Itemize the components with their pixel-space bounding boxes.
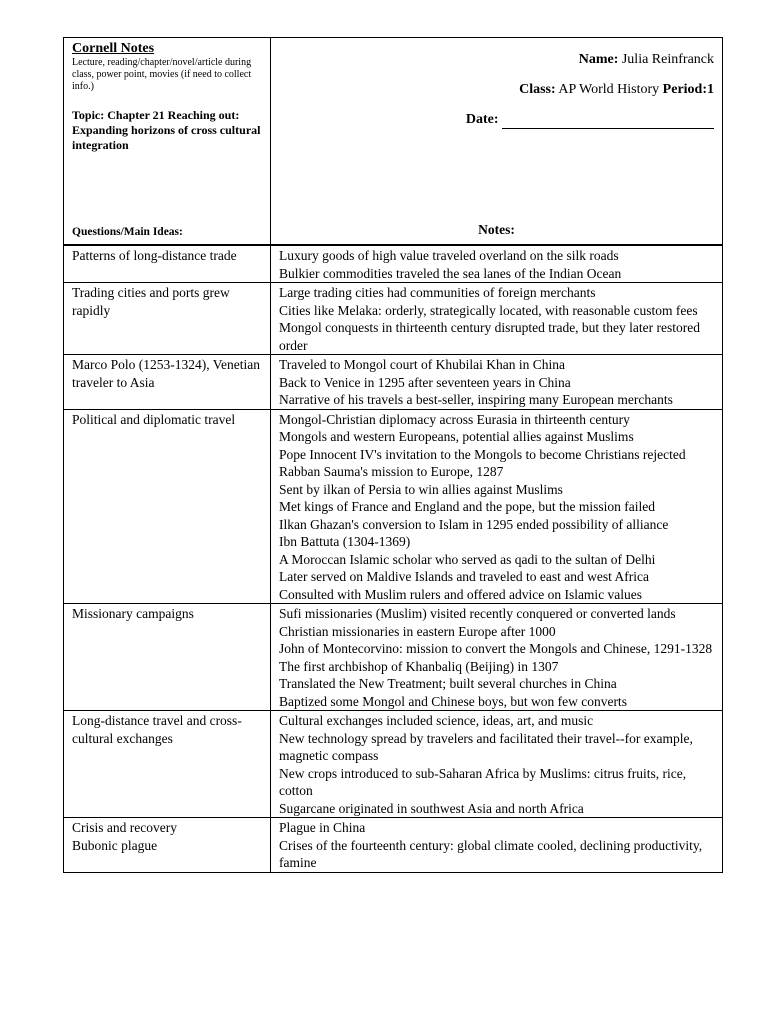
date-line xyxy=(466,111,714,129)
notes-cell xyxy=(271,355,723,410)
class-line xyxy=(519,81,714,99)
question-text: Crisis and recovery xyxy=(72,820,177,835)
note-row xyxy=(64,283,723,355)
note-text: Translated the New Treatment; built several churches in China xyxy=(279,676,617,691)
notes-cell xyxy=(271,818,723,873)
note-text: New technology spread by travelers and facilitated their travel--for example, magnetic compass xyxy=(279,730,693,763)
question-text: Long-distance travel and cross-cultural exchanges xyxy=(72,713,242,746)
name-label: Name: xyxy=(578,52,619,67)
note-text: Sufi missionaries (Muslim) visited recently conquered or converted lands xyxy=(279,606,676,621)
note-text: Ibn Battuta (1304-1369) xyxy=(279,534,411,549)
period-value: 1 xyxy=(707,82,714,97)
date-blank xyxy=(502,114,714,129)
note-text: Rabban Sauma's mission to Europe, 1287 xyxy=(279,464,504,479)
note-text: Back to Venice in 1295 after seventeen years in China xyxy=(279,374,571,390)
question-text: Missionary campaigns xyxy=(72,606,194,621)
period-label: Period: xyxy=(662,82,707,97)
question-text: Trading cities and ports grew rapidly xyxy=(72,285,230,318)
class-value: AP World History xyxy=(558,82,660,97)
note-text: Cities like Melaka: orderly, strategically located, with reasonable custom fees xyxy=(279,302,698,318)
note-row xyxy=(64,711,723,818)
note-text: Mongols and western Europeans, potential allies against Muslims xyxy=(279,429,634,444)
note-text: Luxury goods of high value traveled overland on the silk roads xyxy=(279,248,619,263)
cornell-notes-table xyxy=(63,37,723,873)
note-row xyxy=(64,355,723,410)
class-label: Class: xyxy=(519,82,556,97)
header-left-cell xyxy=(64,38,271,246)
name-value: Julia Reinfranck xyxy=(621,52,714,67)
note-text: Narrative of his travels a best-seller, inspiring many European merchants xyxy=(279,392,673,407)
question-text: Marco Polo (1253-1324), Venetian traveler to Asia xyxy=(72,357,260,390)
question-cell xyxy=(64,355,271,410)
note-text: The first archbishop of Khanbaliq (Beijing) in 1307 xyxy=(279,658,559,674)
note-text: Mongol conquests in thirteenth century disrupted trade, but they later restored order xyxy=(279,320,701,353)
note-text: John of Montecorvino: mission to convert the Mongols and Chinese, 1291-1328 xyxy=(279,641,713,656)
questions-heading: Questions/Main Ideas: xyxy=(72,225,183,238)
note-text: Christian missionaries in eastern Europe after 1000 xyxy=(279,623,556,639)
topic: Topic: Chapter 21 Reaching out: Expanding horizons of cross cultural integration xyxy=(72,108,261,152)
note-text: A Moroccan Islamic scholar who served as qadi to the sultan of Delhi xyxy=(279,551,656,567)
note-text: Mongol-Christian diplomacy across Eurasia in thirteenth century xyxy=(279,411,630,427)
notes-cell xyxy=(271,409,723,604)
note-text: New crops introduced to sub-Saharan Africa by Muslims: citrus fruits, rice, cotton xyxy=(279,765,687,798)
notes-heading: Notes: xyxy=(478,221,515,237)
note-text: Traveled to Mongol court of Khubilai Khan in China xyxy=(279,357,565,372)
note-text: Large trading cities had communities of foreign merchants xyxy=(279,285,596,300)
name-line xyxy=(579,51,714,69)
question-cell xyxy=(64,711,271,818)
notes-cell xyxy=(271,711,723,818)
notes-cell xyxy=(271,604,723,711)
note-text: Pope Innocent IV's invitation to the Mongols to become Christians rejected xyxy=(279,446,686,462)
note-text: Later served on Maldive Islands and traveled to east and west Africa xyxy=(279,569,649,584)
question-cell xyxy=(64,818,271,873)
note-text: Bulkier commodities traveled the sea lanes of the Indian Ocean xyxy=(279,265,622,281)
note-row xyxy=(64,245,723,283)
notes-cell xyxy=(271,245,723,283)
note-text: Crises of the fourteenth century: global climate cooled, declining productivity, famine xyxy=(279,837,703,870)
cornell-notes-page xyxy=(63,37,722,873)
note-row xyxy=(64,409,723,604)
question-cell xyxy=(64,409,271,604)
document-title: Cornell Notes xyxy=(72,41,155,56)
header-right-cell xyxy=(271,38,723,246)
date-label: Date: xyxy=(465,112,499,127)
question-cell xyxy=(64,283,271,355)
header-row xyxy=(64,38,723,246)
note-text: Sugarcane originated in southwest Asia and north Africa xyxy=(279,800,584,816)
question-text: Political and diplomatic travel xyxy=(72,411,236,427)
notes-cell xyxy=(271,283,723,355)
note-row xyxy=(64,604,723,711)
question-cell xyxy=(64,604,271,711)
note-text: Ilkan Ghazan's conversion to Islam in 1295 ended possibility of alliance xyxy=(279,516,669,532)
note-text: Plague in China xyxy=(279,820,366,835)
note-text: Sent by ilkan of Persia to win allies against Muslims xyxy=(279,481,563,497)
note-text: Baptized some Mongol and Chinese boys, but won few converts xyxy=(279,693,627,709)
note-text: Consulted with Muslim rulers and offered advice on Islamic values xyxy=(279,586,643,602)
question-text: Bubonic plague xyxy=(72,837,158,853)
document-description: Lecture, reading/chapter/novel/article during class, power point, movies (if need to collect info.) xyxy=(72,57,252,92)
question-cell xyxy=(64,245,271,283)
question-text: Patterns of long-distance trade xyxy=(72,248,237,263)
note-text: Cultural exchanges included science, ideas, art, and music xyxy=(279,713,594,728)
note-row xyxy=(64,818,723,873)
note-text: Met kings of France and England and the pope, but the mission failed xyxy=(279,499,656,514)
